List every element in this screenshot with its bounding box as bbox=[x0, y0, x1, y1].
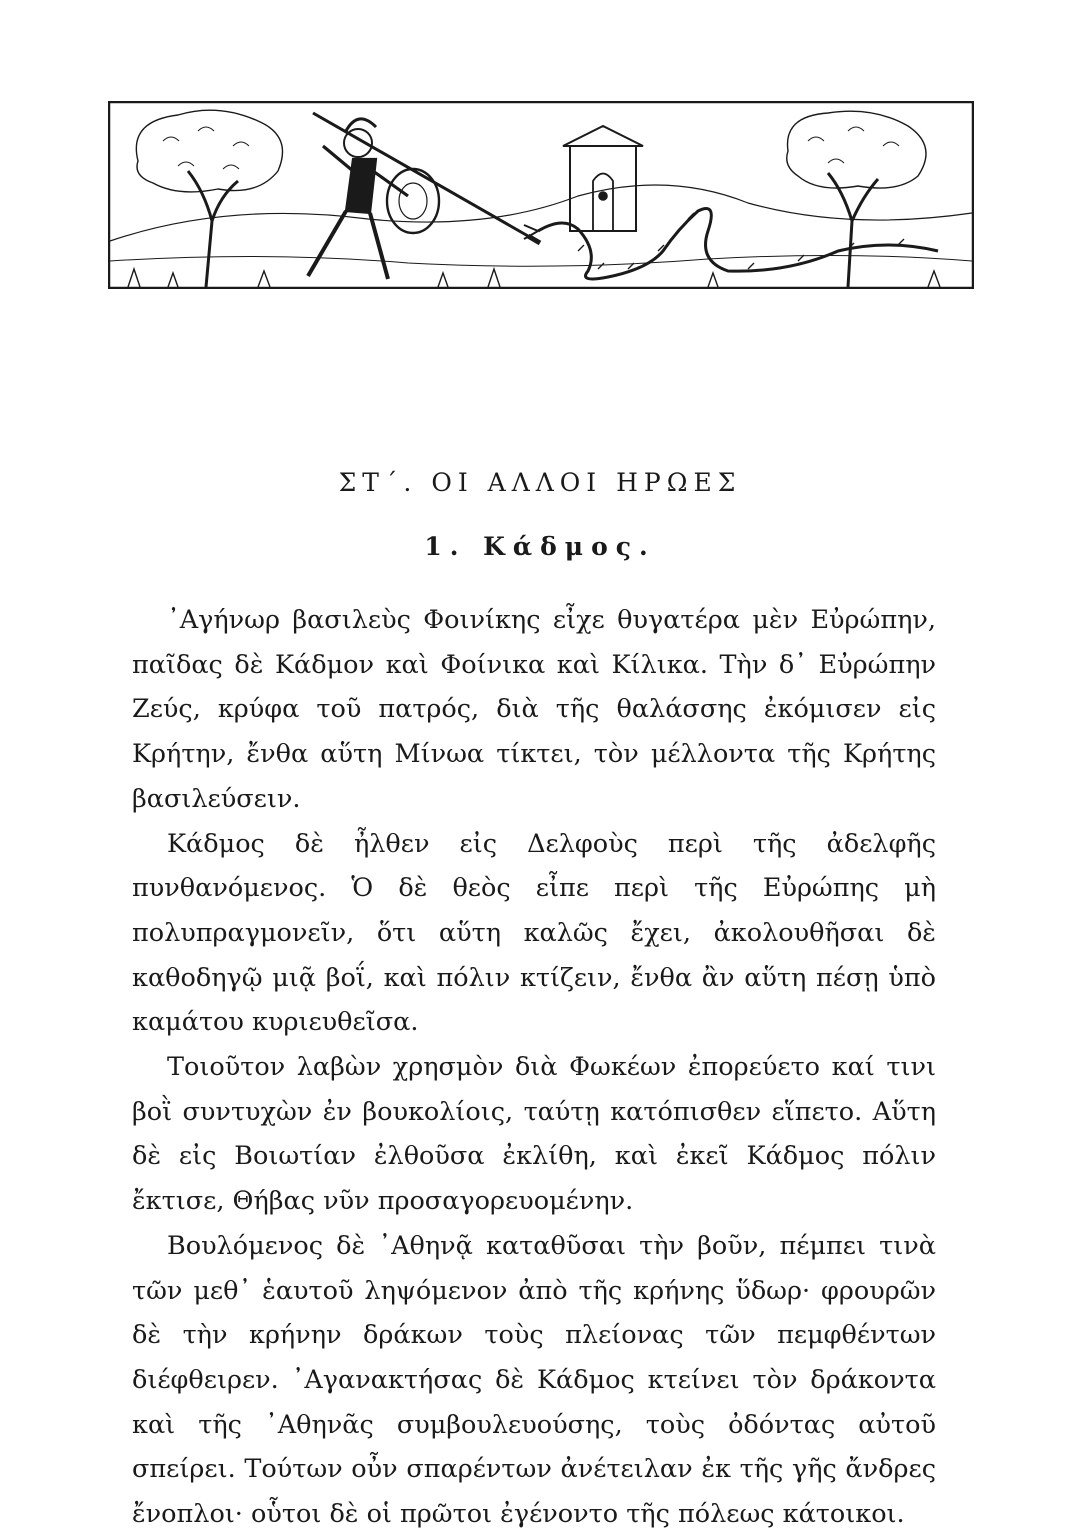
paragraph: Κάδμος δὲ ἦλθεν εἰς Δελφοὺς περὶ τῆς ἀδελφῆς πυνθανόμενος. Ὁ δὲ θεὸς εἶπε περὶ τῆς Εὐρώπης μὴ πολυπραγμονεῖν, ὅτι αὕτη καλῶς ἔχει, ἀκολουθῆσαι δὲ καθοδηγῷ μιᾷ βοΐ, καὶ πόλιν κτίζειν, ἔνθα ἂν αὕτη πέσῃ ὑπὸ καμάτου κυριευθεῖσα. bbox=[132, 828, 936, 1038]
paragraph: Βουλόμενος δὲ ᾿Αθηνᾷ καταθῦσαι τὴν βοῦν, πέμπει τινὰ τῶν μεθ᾿ ἑαυτοῦ ληψόμενον ἀπὸ τῆς κρήνης ὕδωρ· φρουρῶν δὲ τὴν κρήνην δράκων τοὺς πλείονας τῶν πεμφθέντων διέφθειρεν. ᾿Αγανακτήσας δὲ Κάδμος κτείνει τὸν δράκοντα καὶ τῆς ᾿Αθηνᾶς συμβουλευούσης, τοὺς ὀδόντας αὐτοῦ σπείρει. Τούτων οὖν σπαρέντων ἀνέτειλαν ἐκ τῆς γῆς ἄνδρες ἔνοπλοι· οὗτοι δὲ οἱ πρῶτοι ἐγένοντο τῆς πόλεως κάτοικοι. bbox=[132, 1230, 936, 1530]
main-text bbox=[132, 598, 936, 1537]
section-heading: ΣΤ΄. ΟΙ ΑΛΛΟΙ ΗΡΩΕΣ bbox=[338, 468, 742, 497]
chapter-heading: 1. Κάδμος. bbox=[424, 532, 656, 561]
paragraph: ᾿Αγήνωρ βασιλεὺς Φοινίκης εἶχε θυγατέρα μὲν Εὐρώπην, παῖδας δὲ Κάδμον καὶ Φοίνικα καὶ Κίλικα. Τὴν δ᾿ Εὐρώπην Ζεύς, κρύφα τοῦ πατρός, διὰ τῆς θαλάσσης ἐκόμισεν εἰς Κρήτην, ἔνθα αὕτη Μίνωα τίκτει, τὸν μέλλοντα τῆς Κρήτης βασιλεύσειν. bbox=[132, 605, 936, 814]
paragraph: Τοιοῦτον λαβὼν χρησμὸν διὰ Φωκέων ἐπορεύετο καί τινι βοῒ συντυχὼν ἐν βουκολίοις, ταύτῃ κατόπισθεν εἵπετο. Αὕτη δὲ εἰς Βοιωτίαν ἐλθοῦσα ἐκλίθη, καὶ ἐκεῖ Κάδμος πόλιν ἔκτισε, Θήβας νῦν προσαγορευομένην. bbox=[132, 1052, 936, 1217]
header-illustration bbox=[108, 101, 974, 289]
